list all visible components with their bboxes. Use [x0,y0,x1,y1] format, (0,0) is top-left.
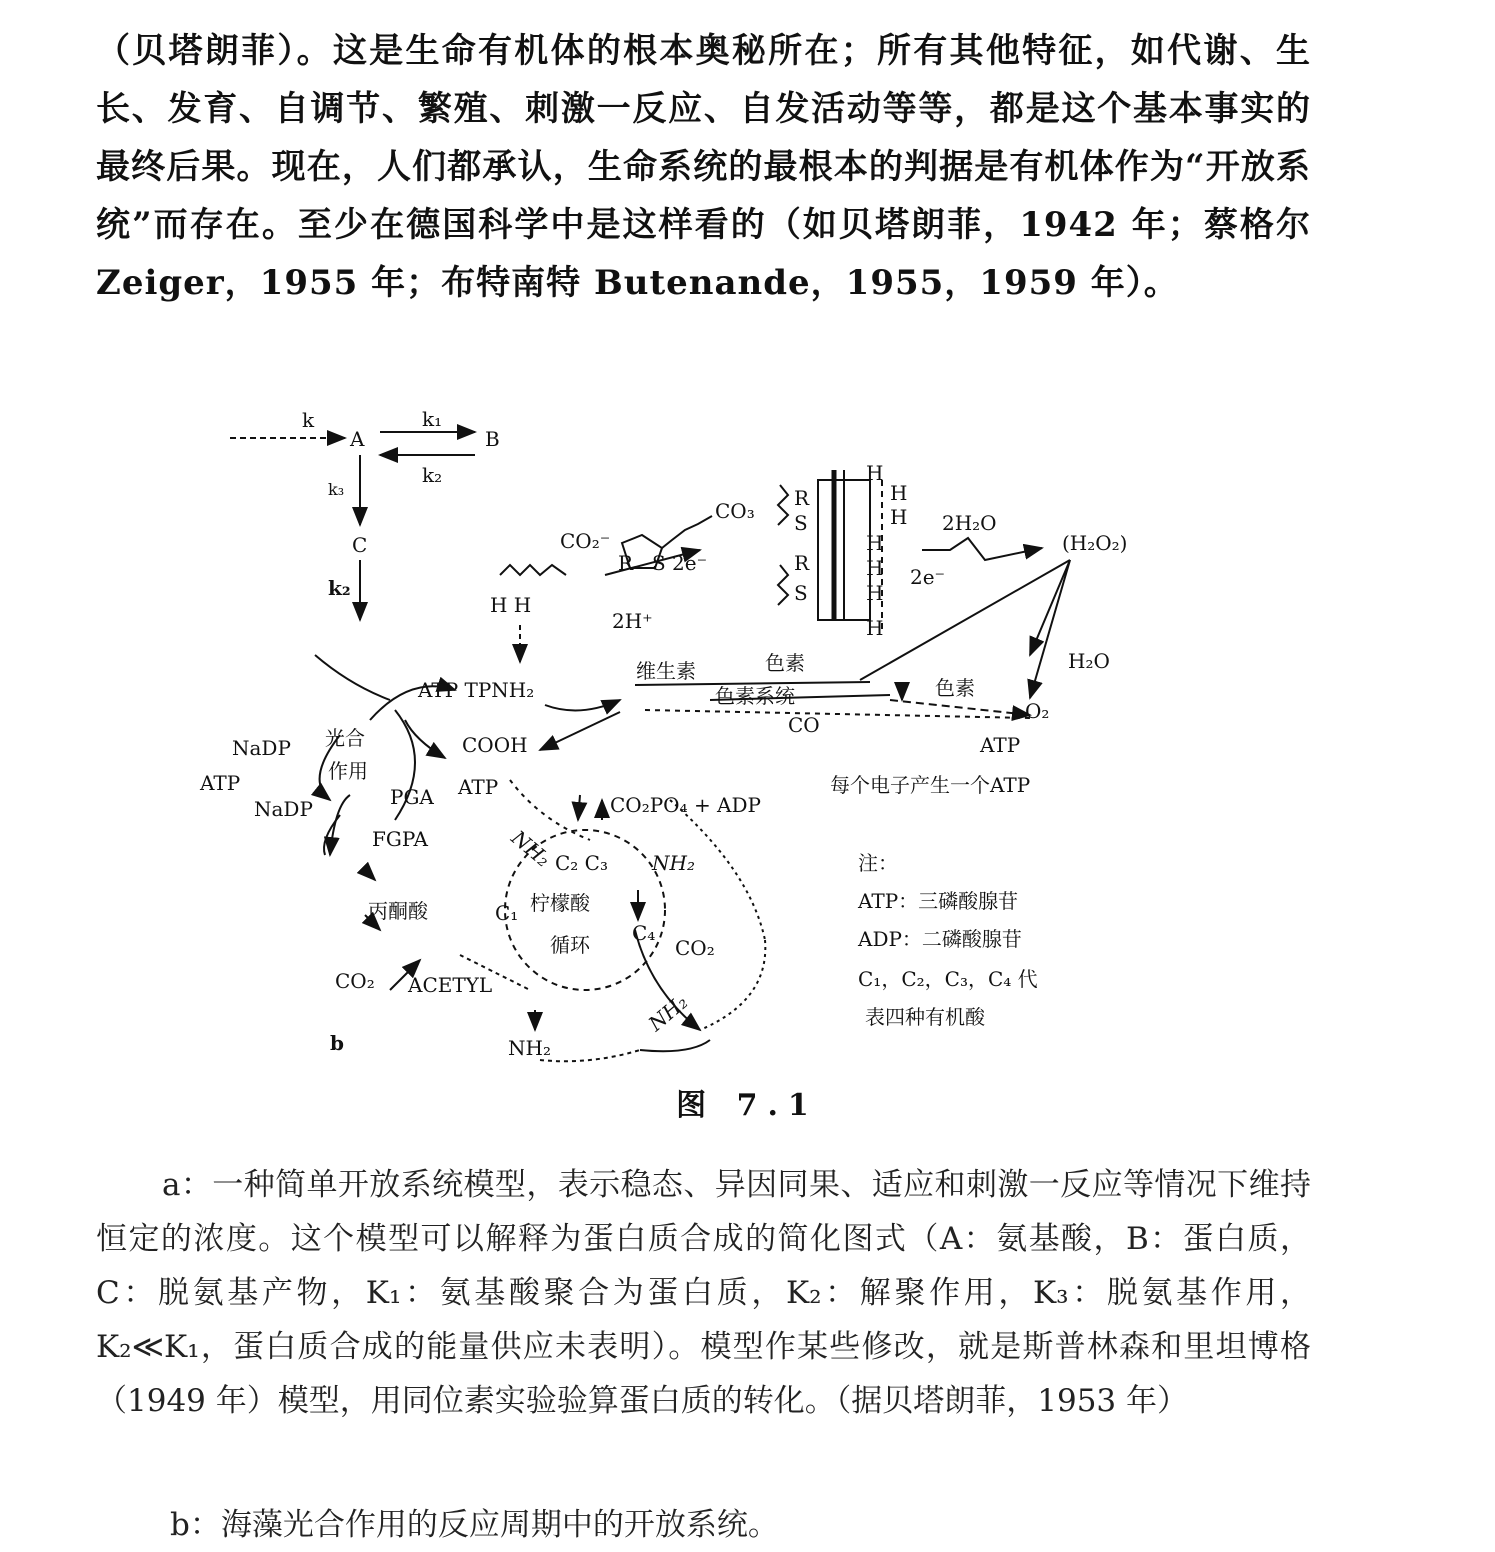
label-h-2: H [890,505,908,529]
label-pga: PGA [390,785,434,809]
label-photosynthesis-1: 光合 [325,726,365,750]
figure-7-1 [190,400,1150,1120]
label-s1: S [794,511,808,535]
label-h-5: H [866,581,884,605]
label-k3: k₃ [328,480,345,499]
label-atp-right: ATP [980,733,1021,757]
label-h-6: H [866,616,884,640]
note-head: 注： [858,851,898,875]
label-vitamin: 维生素 [636,659,696,683]
label-h-3: H [866,531,884,555]
intro-paragraph: （贝塔朗菲）。这是生命有机体的根本奥秘所在；所有其他特征，如代谢、生长、发育、自调节、繁殖、刺激一反应、自发活动等等，都是这个基本事实的最终后果。现在，人们都承认，生命系统的最根本的判据是有机体作为“开放系统”而存在。至少在德国科学中是这样看的（如贝塔朗菲，1942 年；蔡格尔 Zeiger，1955 年；布特南特 Butenande，1955，1959 年）。 [96,31,1311,303]
note-adp: ADP：二磷酸腺苷 [858,927,1022,951]
note-b-paragraph: b：海藻光合作用的反应周期中的开放系统。 [170,1507,779,1543]
label-pyruvate: 丙酮酸 [368,899,428,923]
label-co: CO [788,713,820,737]
label-pigment-1: 色素 [765,651,805,675]
label-k1: k₁ [422,407,443,431]
label-co2-left: CO₂ [335,969,375,993]
label-2e: 2e⁻ [910,565,946,589]
label-co2-minus: CO₂⁻ [560,529,611,553]
label-h2o: H₂O [1068,649,1110,673]
label-co3: CO₃ [715,499,755,523]
label-co2-po4: CO₂PO₄ + ADP [610,793,761,817]
label-c4: C₄ [632,921,656,945]
label-c2-c3: C₂ C₃ [555,851,608,875]
label-s-2e: S 2e⁻ [652,551,708,575]
label-nh2-bottom: NH₂ [508,1036,551,1060]
label-c1: C₁ [495,901,519,925]
label-per-electron: 每个电子产生一个ATP [830,773,1031,797]
reaction-diagram [190,400,1150,1120]
note-c-line-1: C₁，C₂，C₃，C₄ 代 [858,967,1038,991]
label-k2-out: k₂ [328,576,351,600]
label-o2: O₂ [1025,699,1050,723]
label-nh2-c: NH₂ [643,989,693,1036]
label-s2: S [794,581,808,605]
label-A: A [350,427,365,451]
label-r-left: R [618,551,634,575]
note-atp: ATP：三磷酸腺苷 [858,889,1019,913]
label-r2: R [794,551,810,575]
label-nh2-b: NH₂ [652,851,695,875]
panel-label-b: b [330,1031,344,1055]
label-co2-right: CO₂ [675,936,715,960]
label-citric-2: 循环 [550,933,590,957]
label-acetyl: ACETYL [408,973,493,997]
label-nadp-bottom: NaDP [254,797,313,821]
label-citric-1: 柠檬酸 [530,891,590,915]
label-pigment-2: 色素 [935,676,975,700]
label-h-0: H [866,461,884,485]
label-k-in: k [302,408,315,432]
label-h-4: H [866,556,884,580]
label-h-1: H [890,481,908,505]
label-atp-tpnh2: ATP TPNH₂ [418,678,535,702]
label-B: B [485,427,500,451]
label-2h-plus: 2H⁺ [612,609,653,633]
figure-caption: 图 7.1 [676,1088,819,1123]
label-2h2o: 2H₂O [942,511,997,535]
label-r1: R [794,486,810,510]
label-atp-mid: ATP [458,775,499,799]
label-fgpa: FGPA [372,827,428,851]
label-nadp-top: NaDP [232,736,291,760]
label-photosynthesis-2: 作用 [328,759,368,783]
label-nh2-a: NH₂ [506,825,556,872]
label-k2-rev: k₂ [422,463,443,487]
label-h-h: H H [490,593,532,617]
note-a-paragraph: a：一种简单开放系统模型，表示稳态、异因同果、适应和刺激一反应等情况下维持恒定的浓度。这个模型可以解释为蛋白质合成的简化图式（A：氨基酸，B：蛋白质，C：脱氨基产物，K₁：氨基酸聚合为蛋白质，K₂：解聚作用，K₃：脱氨基作用，K₂≪K₁，蛋白质合成的能量供应未表明）。模型作某些修改，就是斯普林森和里坦博格（1949 年）模型，用同位素实验验算蛋白质的转化。（据贝塔朗菲，1953 年） [96,1167,1311,1419]
label-h2o2: (H₂O₂) [1062,531,1128,555]
label-atp-left: ATP [200,771,241,795]
label-pigment-system: 色素系统 [715,684,795,708]
note-c-line-2: 表四种有机酸 [865,1005,985,1029]
label-C: C [352,533,368,557]
label-cooh: COOH [462,733,528,757]
